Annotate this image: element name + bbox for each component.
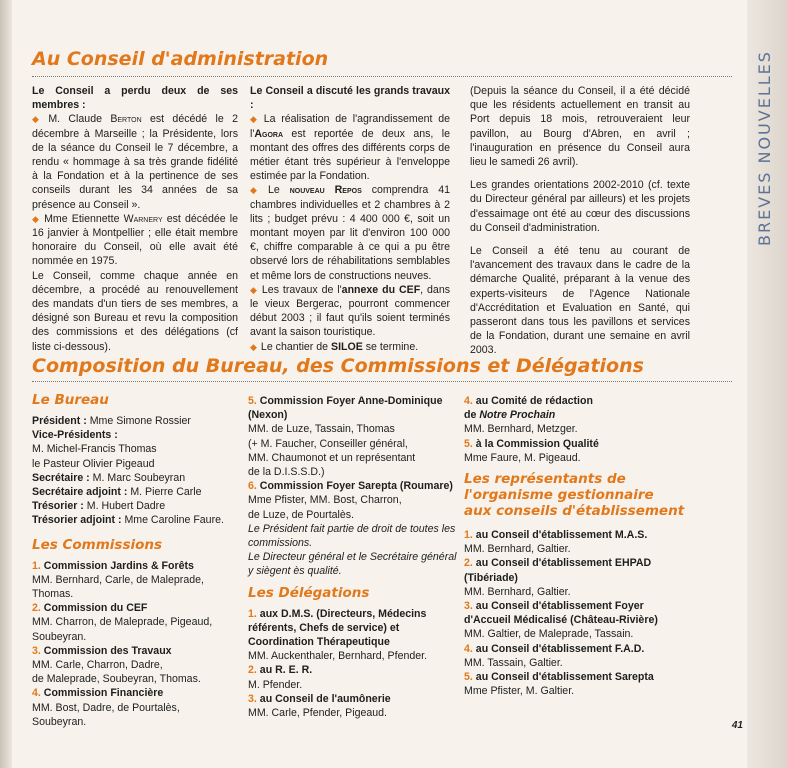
- page-binding: [0, 0, 12, 768]
- paragraph-qualite: Le Conseil a été tenu au courant de l'avancement des travaux dans le cadre de la démarche Qualité, préparant à la venue des experts-visiteurs de l'Agence Nationale d'Accréditation et Evaluation en Santé, qui passeront dans tous les pavillons et services de la Fondation, durant une semaine en avril 2003.: [470, 245, 690, 357]
- diamond-icon: ◆: [250, 341, 257, 352]
- commission-item: 3. Commission des Travaux MM. Carle, Charron, Dadre, de Maleprade, Soubeyran, Thomas.: [32, 644, 201, 686]
- commission-item: 2. Commission du CEF MM. Charron, de Maleprade, Pigeaud, Soubeyran.: [32, 602, 213, 643]
- commission-6-members: Mme Pfister, MM. Bost, Charron,: [248, 494, 402, 507]
- representants-column: [464, 394, 704, 698]
- commission-6: 6. Commission Foyer Sarepta (Roumare): [248, 480, 453, 493]
- paragraph-renouvellement: Le Conseil, comme chaque année en décembre, a procédé au renouvellement des mandats d'un tiers de ses membres, a désigné son Bureau et revu la composition des commissions et des délégations (cf liste ci-dessous).: [32, 269, 238, 353]
- section-title-composition: Composition du Bureau, des Commissions et Délégations: [32, 355, 644, 377]
- representant-item: 5. au Conseil d'établissement Sarepta Mme Pfister, M. Galtier.: [464, 671, 654, 698]
- section-title-conseil: Au Conseil d'administration: [32, 48, 329, 70]
- delegation-3-members: MM. Carle, Pfender, Pigeaud.: [248, 707, 387, 720]
- conseil-column-2: [250, 84, 450, 354]
- delegation-5: 5. à la Commission Qualité: [464, 437, 599, 450]
- delegation-1: 1. aux D.M.S. (Directeurs, Médecins référents, Chefs de service) et Coordination Thérapeutique: [248, 607, 427, 649]
- diamond-icon: ◆: [250, 114, 260, 125]
- paragraph-warnery: ◆ Mme Etiennette Warnery est décédée le 16 janvier à Montpellier ; elle était membre honoraire du Conseil, où elle avait été nommée en 1975.: [32, 212, 238, 268]
- bureau-secretaire: Secrétaire : M. Marc Soubeyran: [32, 471, 186, 484]
- delegation-3: 3. au Conseil de l'aumônerie: [248, 692, 391, 705]
- diamond-icon: ◆: [32, 114, 45, 125]
- diamond-icon: ◆: [250, 185, 264, 196]
- delegation-4-name: de Notre Prochain: [464, 409, 556, 422]
- column-heading: Le Conseil a discuté les grands travaux :: [250, 85, 450, 112]
- delegation-4: 4. au Comité de rédaction: [464, 395, 593, 407]
- bureau-title: Le Bureau: [32, 392, 109, 408]
- representant-item: 2. au Conseil d'établissement EHPAD (Tibériade) MM. Bernhard, Galtier.: [464, 557, 652, 598]
- representant-item: 3. au Conseil d'établissement Foyer d'Accueil Médicalisé (Château-Rivière) MM. Galtier, de Maleprade, Tassain.: [464, 600, 658, 641]
- paragraph-agora: ◆ La réalisation de l'agrandissement de l'Agora est reportée de deux ans, le montant des offres des différents corps de métier étant très supérieur à l'enveloppe estimée par la Fondation.: [250, 113, 450, 183]
- representant-item: 4. au Conseil d'établissement F.A.D. MM. Tassain, Galtier.: [464, 642, 645, 669]
- delegation-4-members: MM. Bernhard, Metzger.: [464, 423, 578, 436]
- paragraph-transit: (Depuis la séance du Conseil, il a été décidé que les résidents actuellement en transit au Port depuis 18 mois, retrouveraient leur pavillon, au Bourg d'Abren, en avril ; l'inauguration en présence du Conseil aura lieu le samedi 26 avril).: [470, 85, 690, 169]
- commission-item: 1. Commission Jardins & Forêts MM. Bernhard, Carle, de Maleprade, Thomas.: [32, 559, 204, 601]
- conseil-column-3: [470, 84, 690, 358]
- diamond-icon: ◆: [32, 213, 41, 224]
- representants-title: Les représentants de l'organisme gestionnaire aux conseils d'établissement: [464, 471, 685, 520]
- commission-5-members: de la D.I.S.S.D.): [248, 466, 325, 479]
- section-rule: [32, 381, 732, 382]
- bureau-president: Président : Mme Simone Rossier: [32, 415, 191, 427]
- bureau-tresorier: Trésorier : M. Hubert Dadre: [32, 500, 166, 513]
- bureau-vp-1: M. Michel-Francis Thomas: [32, 443, 157, 456]
- paragraph-berton: ◆ M. Claude Berton est décédé le 2 décembre à Marseille ; la Présidente, lors de la séance du Conseil le 7 décembre, a rendu « hommage à sa très grande fidélité à la Fondation et à la pertinence de ses conseils durant les 34 années de sa présence au Conseil ».: [32, 113, 238, 211]
- bureau-tresorier-adjoint: Trésorier adjoint : Mme Caroline Faure.: [32, 514, 224, 527]
- bureau-vp-label: Vice-Présidents :: [32, 429, 118, 442]
- commission-5-members: (+ M. Faucher, Conseiller général,: [248, 437, 408, 450]
- commissions-title: Les Commissions: [32, 536, 163, 553]
- note-president: Le Président fait partie de droit de toutes les commissions.: [248, 522, 456, 550]
- conseil-column-1: [32, 84, 238, 354]
- delegation-2: 2. au R. E. R.: [248, 664, 313, 677]
- delegation-2-members: M. Pfender.: [248, 678, 303, 691]
- commission-5: 5. Commission Foyer Anne-Dominique (Nexon): [248, 395, 443, 422]
- commission-5-members: MM. de Luze, Tassain, Thomas: [248, 423, 395, 436]
- side-tab-label: BREVES NOUVELLES: [755, 50, 774, 246]
- diamond-icon: ◆: [250, 284, 258, 295]
- bureau-secretaire-adjoint: Secrétaire adjoint : M. Pierre Carle: [32, 486, 202, 499]
- paragraph-siloe: ◆ Le chantier de SILOE se termine.: [250, 340, 419, 353]
- delegation-5-members: Mme Faure, M. Pigeaud.: [464, 451, 581, 464]
- page-number: 41: [731, 720, 743, 731]
- note-directeur: Le Directeur général et le Secrétaire général y siègent ès qualité.: [248, 551, 457, 578]
- commission-6-members: de Luze, de Pourtalès.: [248, 508, 355, 521]
- paragraph-repos: ◆ Le nouveau Repos comprendra 41 chambres individuelles et 2 chambres à 2 lits ; budget prévu : 4 400 000 €, soit un montant moyen par lit d'environ 100 000 €, chiffre comparable à ce qui a pu être observé lors de réhabilitations semblables et même lors de constructions neuves.: [250, 184, 450, 282]
- paragraph-orientations: Les grandes orientations 2002-2010 (cf. texte du Directeur général par ailleurs) et les projets d'essaimage ont été au cœur des discussions du Conseil d'administration.: [470, 179, 690, 234]
- bureau-column: [32, 392, 242, 729]
- bureau-vp-2: le Pasteur Olivier Pigeaud: [32, 457, 155, 470]
- commissions-delegations-column: [248, 394, 458, 720]
- side-tab: [747, 0, 787, 768]
- delegation-1-members: MM. Auckenthaler, Bernhard, Pfender.: [248, 650, 428, 663]
- commission-5-members: MM. Chaumonot et un représentant: [248, 451, 416, 464]
- commission-item: 4. Commission Financière MM. Bost, Dadre, de Pourtalès, Soubeyran.: [32, 687, 180, 728]
- representant-item: 1. au Conseil d'établissement M.A.S. MM. Bernhard, Galtier.: [464, 529, 648, 556]
- column-heading: Le Conseil a perdu deux de ses membres :: [32, 85, 238, 112]
- section-rule: [32, 76, 732, 77]
- paragraph-cef: ◆ Les travaux de l'annexe du CEF, dans le vieux Bergerac, pourront commencer début 2003 ; il faut qu'ils soient terminés avant la saison touristique.: [250, 283, 451, 339]
- delegations-title: Les Délégations: [248, 584, 370, 601]
